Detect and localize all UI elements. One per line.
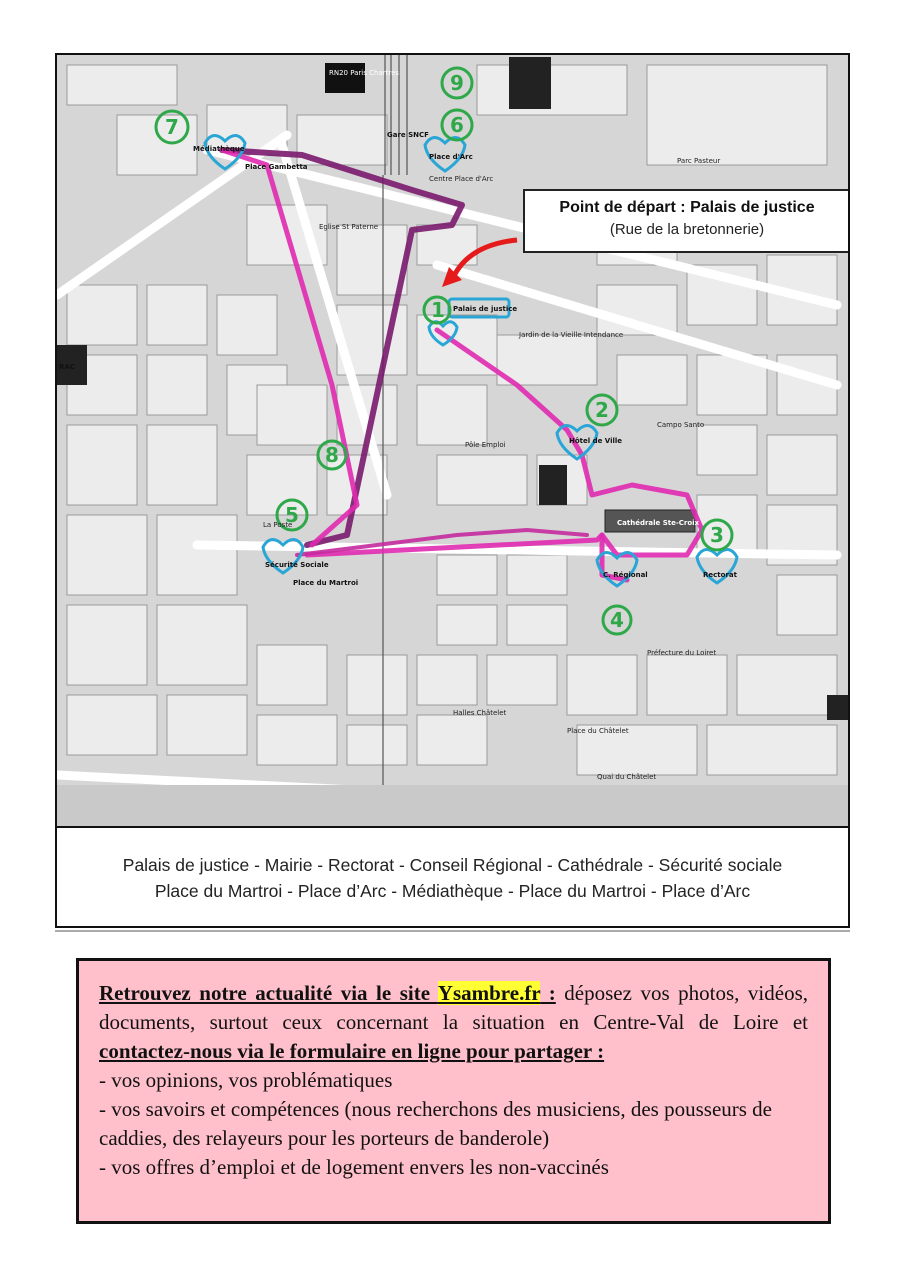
jardin-label: Jardin de la Vieille Intendance	[519, 331, 624, 339]
rac-label: RAC	[59, 363, 75, 371]
stop-4-number: 4	[610, 608, 624, 632]
map-frame	[55, 53, 850, 928]
stop-3-number: 3	[710, 523, 724, 547]
contact-link[interactable]: contactez-nous via le formulaire en ligne pour partager :	[99, 1039, 605, 1063]
halles-label: Halles Châtelet	[453, 709, 507, 717]
stop-6-number: 6	[450, 113, 464, 137]
start-point-title: Point de départ : Palais de justice	[559, 199, 815, 216]
street-map	[57, 55, 848, 826]
stop-5-number: 5	[285, 503, 299, 527]
mediatheque-label: Médiathèque	[193, 145, 245, 153]
place-chatelet-label: Place du Châtelet	[567, 727, 629, 735]
la-poste-label: La Poste	[263, 521, 293, 529]
gare-label: Gare SNCF	[387, 131, 429, 139]
rn20-label: RN20 Paris Chartres	[329, 69, 400, 77]
parc-pasteur-label: Parc Pasteur	[677, 157, 721, 165]
route-caption-line-2: Place du Martroi - Place d’Arc - Médiathèque - Place du Martroi - Place d’Arc	[154, 881, 751, 901]
route-caption-line-1: Palais de justice - Mairie - Rectorat - Conseil Régional - Cathédrale - Sécurité sociale	[122, 855, 783, 875]
list-item: - vos offres d’emploi et de logement envers les non-vaccinés	[99, 1155, 609, 1179]
map-drawing	[57, 55, 848, 826]
campo-label: Campo Santo	[657, 421, 705, 429]
stop-7-number: 7	[165, 115, 179, 139]
place-gambetta-label: Place Gambetta	[245, 163, 308, 171]
place-arc-label: Place d'Arc	[429, 153, 473, 161]
cathedrale-label: Cathédrale Ste-Croix	[617, 519, 700, 527]
centre-arc-label: Centre Place d'Arc	[429, 175, 494, 183]
hotel-ville-label: Hôtel de Ville	[569, 437, 623, 445]
pole-label: Pôle Emploi	[465, 441, 506, 449]
eglise-paterne-label: Eglise St Paterne	[319, 223, 379, 231]
divider	[55, 930, 850, 932]
list-item: - vos opinions, vos problématiques	[99, 1068, 393, 1092]
martroi-label: Place du Martroi	[293, 579, 359, 587]
start-point-subtitle: (Rue de la bretonnerie)	[609, 221, 765, 238]
info-notice	[76, 958, 831, 1224]
palais-label: Palais de justice	[453, 305, 518, 313]
rectorat-label: Rectorat	[703, 571, 737, 579]
c-regional-label: C. Régional	[603, 571, 648, 579]
notice-text: déposez vos photos, vidéos, documents, surtout ceux concernant la situation en Centre-Val de Loire et	[99, 981, 808, 1034]
route-caption	[57, 826, 848, 928]
notice-paragraph	[99, 979, 808, 1066]
start-point-box	[523, 189, 848, 253]
list-item: - vos savoirs et compétences (nous recherchons des musiciens, des pousseurs de caddies, des relayeurs pour les porteurs de banderole)	[99, 1097, 772, 1150]
stop-2-number: 2	[595, 398, 609, 422]
stop-1-number: 1	[431, 298, 445, 322]
site-link[interactable]: Ysambre.fr	[437, 981, 541, 1005]
quai-label: Quai du Châtelet	[597, 773, 657, 781]
notice-lead-b: :	[540, 981, 556, 1005]
prefecture-label: Préfecture du Loiret	[647, 649, 717, 657]
stop-9-number: 9	[450, 71, 464, 95]
stop-8-number: 8	[325, 443, 339, 467]
notice-lead-a: Retrouvez notre actualité via le site	[99, 981, 438, 1005]
secu-label: Sécurité Sociale	[265, 561, 329, 569]
